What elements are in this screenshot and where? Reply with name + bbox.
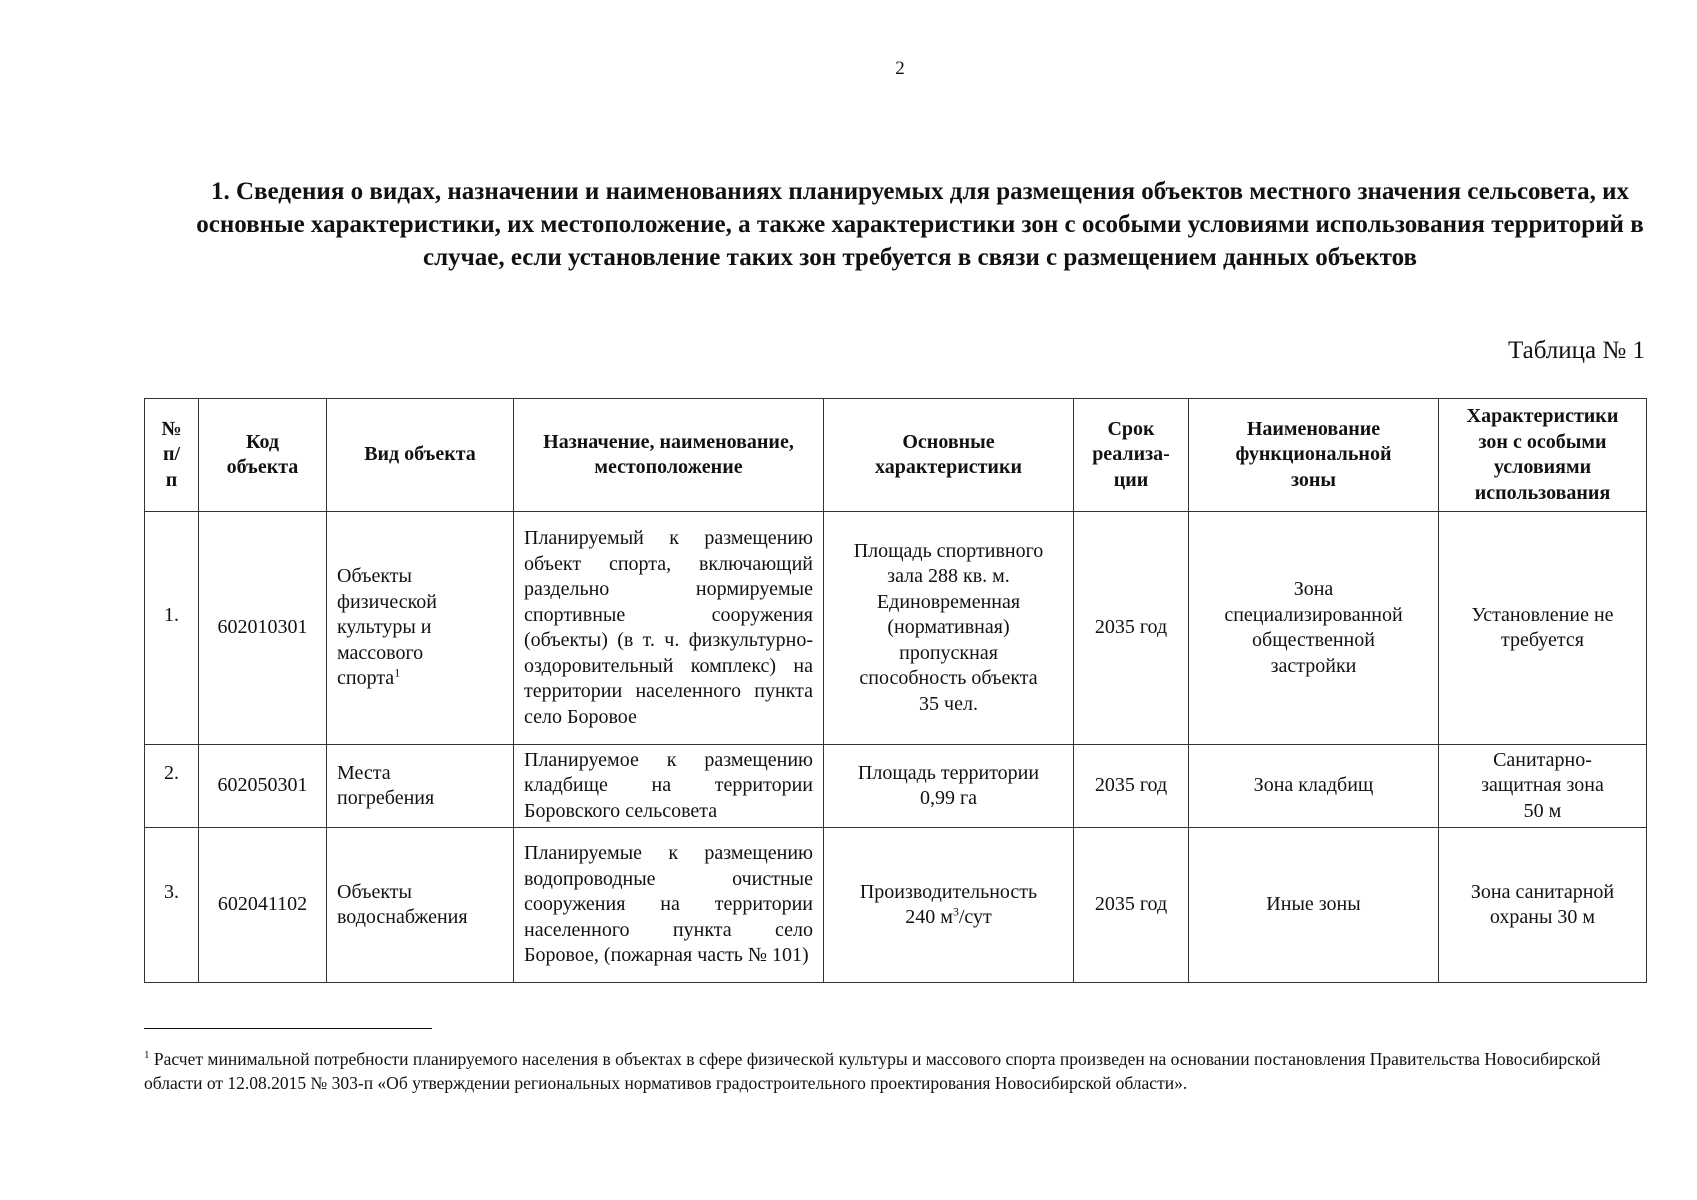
cell-kind: Места погребения <box>327 745 514 828</box>
footnote-reference[interactable]: 1 <box>394 665 401 680</box>
cell-zone: Зона специализированной общественной застройки <box>1189 512 1439 745</box>
cell-purpose: Планируемое к размещению кладбище на территории Боровского сельсовета <box>514 745 824 828</box>
page-number: 2 <box>895 58 905 79</box>
cell-characteristics: Площадь спортивного зала 288 кв. м. Единовременная (нормативная) пропускная способность объекта 35 чел. <box>824 512 1074 745</box>
cell-term: 2035 год <box>1074 828 1189 983</box>
cell-code: 602010301 <box>199 512 327 745</box>
table-row <box>145 512 1647 745</box>
cell-term: 2035 год <box>1074 745 1189 828</box>
header-special-zone: Характеристики зон с особыми условиями использования <box>1439 399 1647 512</box>
cell-characteristics: Производительность 240 $м^3$/сут <box>824 828 1074 983</box>
header-code: Код объекта <box>199 399 327 512</box>
footnote-text: Расчет минимальной потребности планируемого населения в объектах в сфере физической культуры и массового спорта произведен на основании постановления Правительства Новосибирской области от 12.08.2015 № 303-п «Об утверждении региональных нормативов градостроительного проектирования Новосибирской области». <box>144 1049 1601 1093</box>
header-zone: Наименование функциональной зоны <box>1189 399 1439 512</box>
cell-purpose: Планируемый к размещению объект спорта, включающий раздельно нормируемые спортивные сооружения (объекты) (в т. ч. физкультурно-оздоровительный комплекс) на территории населенного пункта село Боровое <box>514 512 824 745</box>
cell-zone: Иные зоны <box>1189 828 1439 983</box>
cell-special-zone: Санитарно- защитная зона 50 м <box>1439 745 1647 828</box>
table-header-row <box>145 399 1647 512</box>
header-characteristics: Основные характеристики <box>824 399 1074 512</box>
cell-num: 2. <box>145 745 199 828</box>
footnote <box>144 1047 1654 1095</box>
table-caption: Таблица № 1 <box>1507 337 1645 364</box>
cell-kind: Объекты водоснабжения <box>327 828 514 983</box>
cell-special-zone: Зона санитарной охраны 30 м <box>1439 828 1647 983</box>
cell-zone: Зона кладбищ <box>1189 745 1439 828</box>
header-term: Срок реализа- ции <box>1074 399 1189 512</box>
footnote-mark: 1 <box>144 1049 150 1062</box>
header-kind: Вид объекта <box>327 399 514 512</box>
cell-num: 3. <box>145 828 199 983</box>
cell-code: 602050301 <box>199 745 327 828</box>
header-purpose: Назначение, наименование, местоположение <box>514 399 824 512</box>
cell-special-zone: Установление не требуется <box>1439 512 1647 745</box>
header-num: № п/ п <box>145 399 199 512</box>
cell-num: 1. <box>145 512 199 745</box>
cell-term: 2035 год <box>1074 512 1189 745</box>
cell-characteristics: Площадь территории 0,99 га <box>824 745 1074 828</box>
section-heading: 1. Сведения о видах, назначении и наименованиях планируемых для размещения объектов местного значения сельсовета, их основные характеристики, их местоположение, а также характеристики зон с особыми условиями использования территорий в случае, если установление таких зон требуется в связи с размещением данных объектов <box>196 178 1644 271</box>
cell-purpose: Планируемые к размещению водопроводные очистные сооружения на территории населенного пункта село Боровое, (пожарная часть № 101) <box>514 828 824 983</box>
table-row <box>145 828 1647 983</box>
footnote-separator <box>144 1028 432 1029</box>
cell-code: 602041102 <box>199 828 327 983</box>
objects-table <box>144 398 1647 983</box>
table-row <box>145 745 1647 828</box>
cell-kind: Объекты физической культуры и массового спорта$^1$ <box>327 512 514 745</box>
